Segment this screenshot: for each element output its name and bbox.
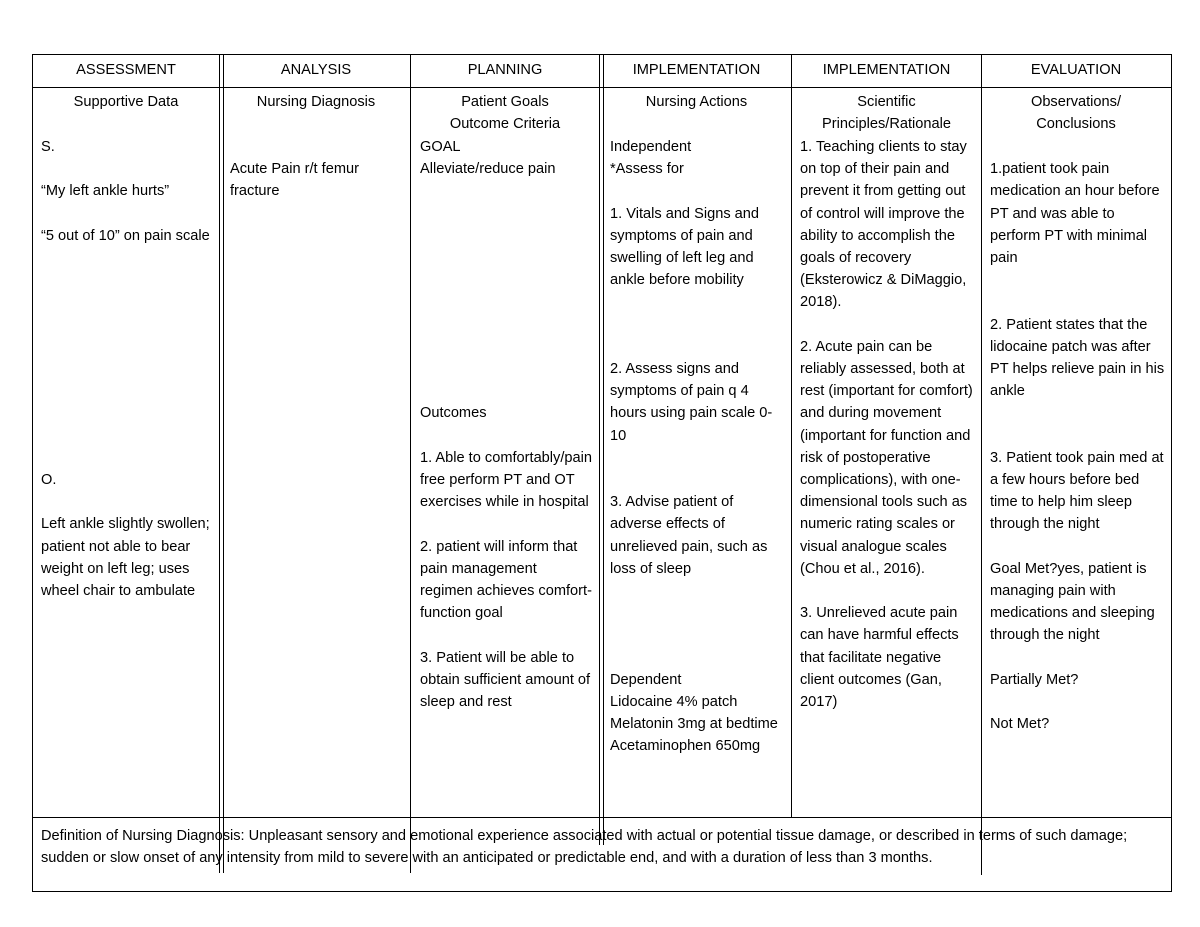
planning-cell: GOAL Alleviate/reduce pain Outcomes 1. Able to comfortably/pain free perform PT and OT exercises while in hospital 2. patient will inform that pain management regimen achieves comfort-function goal 3. Patient will be able to obtain sufficient amount of sleep and rest <box>420 139 592 711</box>
nursing-actions-cell: Independent *Assess for 1. Vitals and Signs and symptoms of pain and swelling of left leg and ankle before mobility 2. Assess signs and symptoms of pain q 4 hours using pain scale 0-10 3. Advise patient of adverse effects of unrelieved pain, such as loss of sleep Dependent Lidocaine 4% patch Melatonin 3mg at bedtime Acetaminophen 650mg <box>610 139 778 755</box>
assessment-cell: S. “My left ankle hurts” “5 out of 10” on pain scale O. Left ankle slightly swollen; patient not able to bear weight on left leg; uses wheel chair to ambulate <box>41 139 210 600</box>
subheader-nursing-actions: Nursing Actions <box>645 94 748 110</box>
subheader-supportive-data: Supportive Data <box>73 94 179 110</box>
evaluation-cell: 1.patient took pain medication an hour before PT and was able to perform PT with minimal pain 2. Patient states that the lidocaine patch was after PT helps relieve pain in his ankle 3. Patient took pain med at a few hours before bed time to help him sleep through the night Goal Met?yes, patient is managing pain with medications and sleeping through the night Partially Met? Not Met? <box>990 161 1165 733</box>
header-implementation-rationale: IMPLEMENTATION <box>822 62 951 78</box>
header-analysis: ANALYSIS <box>280 62 352 78</box>
nursing-care-plan-table <box>32 54 1172 892</box>
header-evaluation: EVALUATION <box>1030 62 1122 78</box>
analysis-cell: Acute Pain r/t femur fracture <box>230 161 359 200</box>
subheader-observations: Observations/ Conclusions <box>1030 94 1122 133</box>
header-planning: PLANNING <box>467 62 543 78</box>
header-implementation-actions: IMPLEMENTATION <box>632 62 761 78</box>
subheader-patient-goals: Patient Goals Outcome Criteria <box>449 94 561 133</box>
subheader-rationale: Scientific Principles/Rationale <box>822 94 951 133</box>
column-divider-2 <box>410 55 411 873</box>
rationale-cell: 1. Teaching clients to stay on top of their pain and prevent it from getting out of control will improve the ability to accomplish the goals of recovery (Eksterowicz & DiMaggio, 2018). 2. Acute pain can be reliably assessed, both at rest (important for comfort) and during movement (important for function and risk of postoperative complications), with one-dimensional tools such as numeric rating scales or visual analogue scales (Chou et al., 2016). 3. Unrelieved acute pain can have harmful effects that facilitate negative client outcomes (Gan, 2017) <box>800 139 973 711</box>
subheader-nursing-diagnosis: Nursing Diagnosis <box>256 94 376 110</box>
header-assessment: ASSESSMENT <box>76 62 176 78</box>
nursing-diagnosis-definition: Definition of Nursing Diagnosis: Unpleasant sensory and emotional experience associated with actual or potential tissue damage, or described in terms of such damage; sudden or slow onset of any intensity from mild to severe with an anticipated or predictable end, and with a duration of less than 3 months. <box>41 828 1128 867</box>
